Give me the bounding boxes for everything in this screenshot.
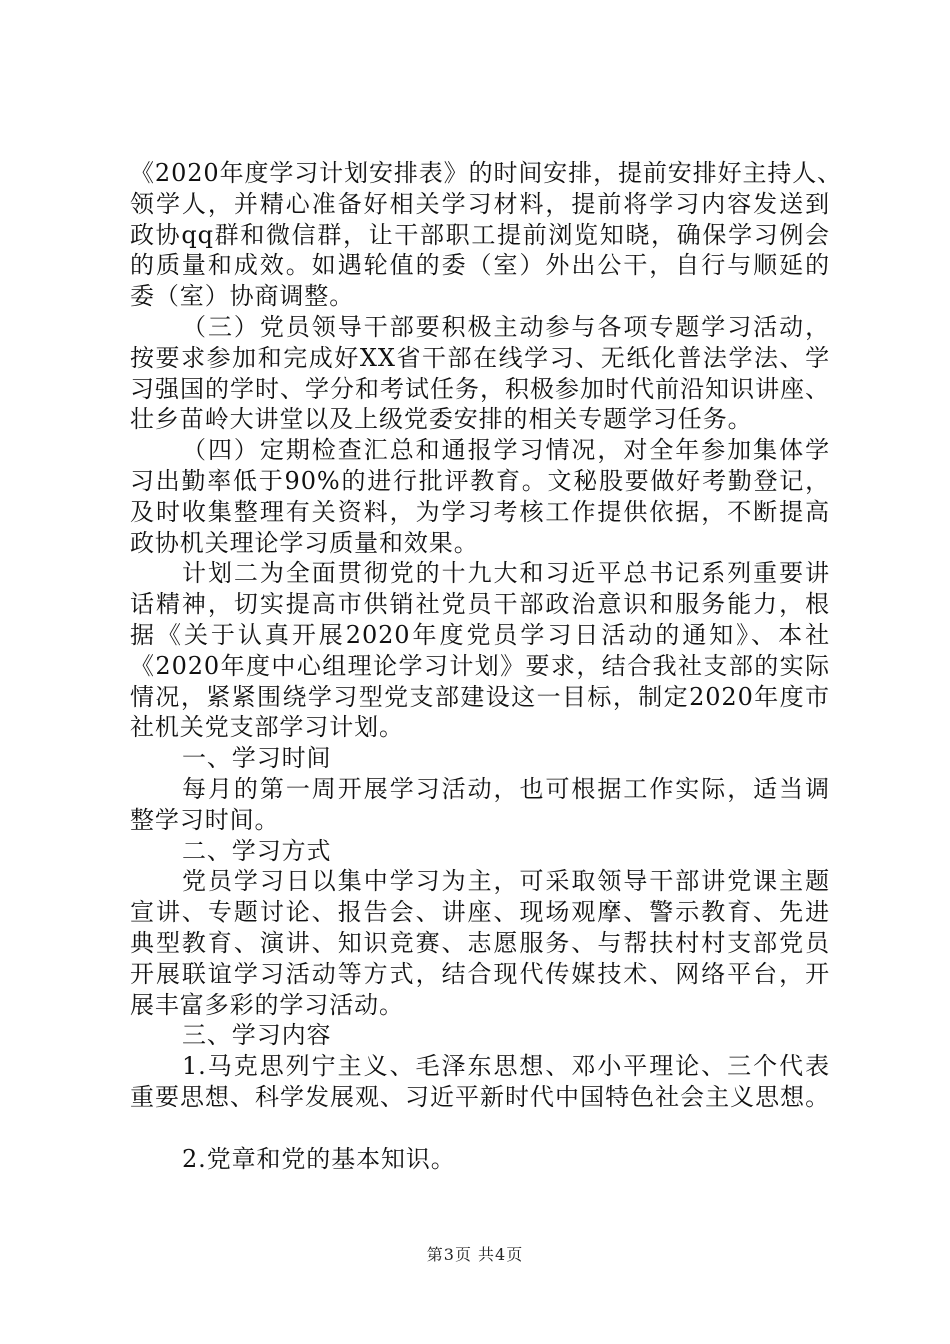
paragraph-line: 政协机关理论学习质量和效果。 — [130, 528, 479, 557]
section-heading: 一、学习时间 — [182, 744, 332, 773]
section-heading: 二、学习方式 — [182, 836, 332, 865]
paragraph-line: 壮乡苗岭大讲堂以及上级党委安排的相关专题学习任务。 — [130, 405, 753, 434]
paragraph-line: 整学习时间。 — [130, 805, 280, 834]
paragraph-line: 1.马克思列宁主义、毛泽东思想、邓小平理论、三个代表 — [182, 1052, 830, 1081]
paragraph-line: 话精神，切实提高市供销社党员干部政治意识和服务能力，根 — [130, 590, 830, 619]
page-footer: 第3页 共4页 — [426, 1245, 524, 1264]
paragraph-line: 社机关党支部学习计划。 — [130, 713, 404, 742]
paragraph-line: 按要求参加和完成好XX省干部在线学习、无纸化普法学法、学 — [130, 343, 830, 372]
paragraph-line: 每月的第一周开展学习活动，也可根据工作实际，适当调 — [182, 774, 830, 803]
paragraph-line: 情况，紧紧围绕学习型党支部建设这一目标，制定2020年度市 — [130, 682, 830, 711]
paragraph-line: 《2020年度中心组理论学习计划》要求，结合我社支部的实际 — [130, 651, 830, 680]
section-heading: 三、学习内容 — [182, 1021, 332, 1050]
paragraph-line: 典型教育、演讲、知识竞赛、志愿服务、与帮扶村村支部党员 — [130, 928, 830, 957]
paragraph-line: 展丰富多彩的学习活动。 — [130, 990, 404, 1019]
paragraph-line: 开展联谊学习活动等方式，结合现代传媒技术、网络平台，开 — [130, 959, 830, 988]
paragraph-line: 习强国的学时、学分和考试任务，积极参加时代前沿知识讲座、 — [130, 374, 830, 403]
paragraph-line: 《2020年度学习计划安排表》的时间安排，提前安排好主持人、 — [130, 159, 843, 187]
paragraph-line: 委（室）协商调整。 — [130, 282, 355, 311]
paragraph-line: 习出勤率低于90%的进行批评教育。文秘股要做好考勤登记， — [130, 466, 830, 495]
paragraph-line: 的质量和成效。如遇轮值的委（室）外出公干，自行与顺延的 — [130, 251, 830, 280]
paragraph-line: 计划二为全面贯彻党的十九大和习近平总书记系列重要讲 — [182, 559, 830, 588]
paragraph-line: 领学人，并精心准备好相关学习材料，提前将学习内容发送到 — [130, 189, 830, 218]
paragraph-line: （四）定期检查汇总和通报学习情况，对全年参加集体学 — [182, 436, 830, 465]
paragraph-line: 据《关于认真开展2020年度党员学习日活动的通知》、本社 — [130, 620, 830, 649]
paragraph-line: 重要思想、科学发展观、习近平新时代中国特色社会主义思想。 — [130, 1082, 830, 1111]
paragraph-line: 党员学习日以集中学习为主，可采取领导干部讲党课主题 — [182, 867, 830, 896]
paragraph-line: （三）党员领导干部要积极主动参与各项专题学习活动， — [182, 312, 830, 341]
paragraph-line: 2.党章和党的基本知识。 — [182, 1144, 456, 1173]
blank-line — [130, 1113, 830, 1144]
document-body — [130, 158, 843, 1175]
paragraph-line: 政协qq群和微信群，让干部职工提前浏览知晓，确保学习例会 — [130, 220, 830, 249]
paragraph-line: 宣讲、专题讨论、报告会、讲座、现场观摩、警示教育、先进 — [130, 898, 830, 927]
paragraph-line: 及时收集整理有关资料，为学习考核工作提供依据，不断提高 — [130, 497, 830, 526]
